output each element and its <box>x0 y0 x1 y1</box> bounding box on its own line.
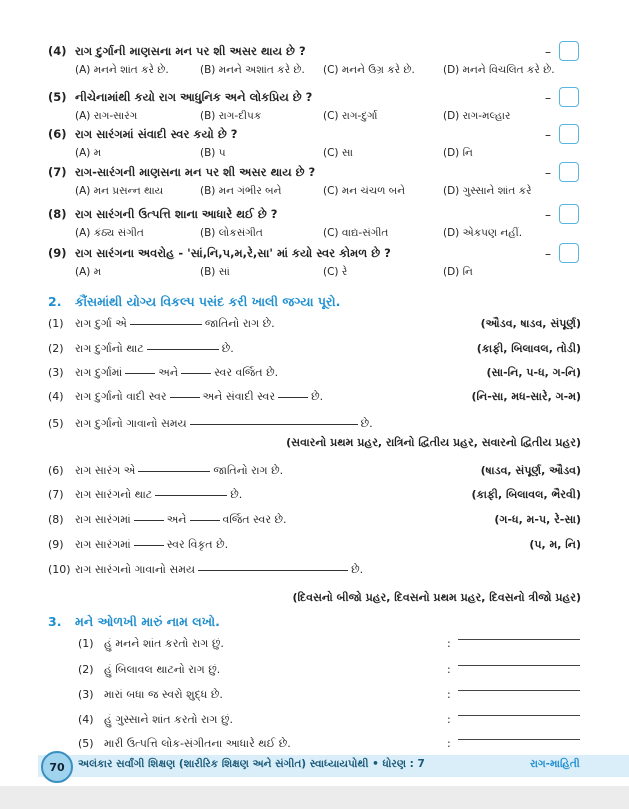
fill-sentence <box>75 538 228 552</box>
answer-line[interactable] <box>458 715 580 716</box>
answer-box[interactable] <box>559 124 579 144</box>
fill-sentence <box>75 390 323 404</box>
item-text: હું ગુસ્સાને શાંત કરતો રાગ છું. <box>104 713 233 726</box>
option-d[interactable]: (D) નિ <box>443 266 473 278</box>
fill-item-number: (6) <box>48 464 64 477</box>
question-text: નીચેનામાંથી કયો રાગ આધુનિક અને લોકપ્રિય છે ? <box>75 90 313 104</box>
item-number: (3) <box>78 688 94 701</box>
answer-line[interactable] <box>458 665 580 666</box>
fill-item-number: (9) <box>48 538 64 551</box>
sentence-part: રાગ દુર્ગામાં <box>75 366 123 379</box>
choice-list: (સા-નિ, પ-ધ, ગ-નિ) <box>486 366 581 379</box>
option-c[interactable]: (C) રે <box>323 266 348 278</box>
fill-item-number: (2) <box>48 342 64 355</box>
footer-chapter: રાગ-માહિતી <box>530 758 580 770</box>
sentence-part: રાગ દુર્ગાનો વાદી સ્વર <box>75 390 167 403</box>
item-text: હું મનને શાંત કરતો રાગ છું. <box>104 637 224 650</box>
question-number: (5) <box>48 90 67 104</box>
sentence-part: જાતિનો રાગ છે. <box>204 317 275 330</box>
choice-list: (સવારનો પ્રથમ પ્રહર, રાત્રિનો દ્વિતીય પ્રહર, સવારનો દ્વિતીય પ્રહર) <box>286 436 581 449</box>
answer-box[interactable] <box>559 87 579 107</box>
choice-list: (દિવસનો બીજો પ્રહર, દિવસનો પ્રથમ પ્રહર, દિવસનો ત્રીજો પ્રહર) <box>292 591 581 604</box>
choice-list: (કાફી, બિલાવલ, તોડી) <box>476 342 581 355</box>
fill-blank[interactable] <box>278 396 308 398</box>
fill-item-number: (4) <box>48 390 64 403</box>
answer-line[interactable] <box>458 690 580 691</box>
section-title: કૌંસમાંથી યોગ્ય વિકલ્પ પસંદ કરી ખાલી જગ્યા પૂરો. <box>75 294 341 309</box>
option-a[interactable]: (A) મ <box>75 266 102 278</box>
option-b[interactable]: (B) મન ગંભીર બને <box>200 185 282 197</box>
section-number: 2. <box>48 294 62 309</box>
fill-item-number: (5) <box>48 417 64 430</box>
item-colon: : <box>447 663 451 676</box>
sentence-part: છે. <box>311 390 324 403</box>
item-colon: : <box>447 713 451 726</box>
answer-dash: – <box>545 208 551 222</box>
answer-box[interactable] <box>559 243 579 263</box>
fill-blank[interactable] <box>134 519 164 521</box>
answer-box[interactable] <box>559 41 579 61</box>
sentence-part: રાગ સારંગનો ગાવાનો સમય <box>75 563 196 576</box>
fill-blank[interactable] <box>130 323 202 325</box>
section-number: 3. <box>48 614 62 629</box>
fill-sentence <box>75 563 363 577</box>
option-d[interactable]: (D) ગુસ્સાને શાંત કરે <box>443 185 532 197</box>
option-b[interactable]: (B) રાગ-દીપક <box>200 110 262 122</box>
option-a[interactable]: (A) રાગ-સારંગ <box>75 110 138 122</box>
option-b[interactable]: (B) લોકસંગીત <box>200 227 263 239</box>
item-text: મારાં બધા જ સ્વરો શુદ્ધ છે. <box>104 688 223 701</box>
sentence-part: સ્વર વર્જિત છે. <box>214 366 279 379</box>
sentence-part: અને સંવાદી સ્વર <box>202 390 276 403</box>
item-colon: : <box>447 688 451 701</box>
question-number: (9) <box>48 246 67 260</box>
item-text: મારી ઉત્પત્તિ લોક-સંગીતના આધારે થઈ છે. <box>104 737 291 750</box>
fill-blank[interactable] <box>147 348 219 350</box>
sentence-part: છે. <box>360 417 373 430</box>
choice-list: (ષાડવ, સંપૂર્ણ, ઔડવ) <box>480 464 581 477</box>
fill-blank[interactable] <box>134 544 164 546</box>
option-a[interactable]: (A) કંઠ્ય સંગીત <box>75 227 144 239</box>
answer-box[interactable] <box>559 204 579 224</box>
item-number: (5) <box>78 737 94 750</box>
choice-list: (પ, મ, નિ) <box>529 538 581 551</box>
answer-dash: – <box>545 247 551 261</box>
fill-sentence <box>75 417 373 431</box>
item-number: (4) <box>78 713 94 726</box>
answer-line[interactable] <box>458 739 580 740</box>
option-c[interactable]: (C) રાગ-દુર્ગા <box>323 110 378 122</box>
option-b[interactable]: (B) મનને અશાંત કરે છે. <box>200 64 305 76</box>
fill-item-number: (1) <box>48 317 64 330</box>
option-a[interactable]: (A) મનને શાંત કરે છે. <box>75 64 169 76</box>
fill-blank[interactable] <box>138 470 210 472</box>
answer-dash: – <box>545 91 551 105</box>
option-d[interactable]: (D) એકપણ નહીં. <box>443 227 523 239</box>
option-a[interactable]: (A) મન પ્રસન્ન થાય <box>75 185 164 197</box>
section-title: મને ઓળખી મારું નામ લખો. <box>75 614 220 629</box>
sentence-part: છે. <box>230 488 243 501</box>
page-number: 70 <box>41 751 73 783</box>
answer-dash: – <box>545 45 551 59</box>
fill-item-number: (7) <box>48 488 64 501</box>
answer-dash: – <box>545 166 551 180</box>
option-c[interactable]: (C) મનને ઉગ્ર કરે છે. <box>323 64 415 76</box>
answer-dash: – <box>545 128 551 142</box>
sentence-part: અને <box>166 513 187 526</box>
sentence-part: છે. <box>351 563 364 576</box>
sentence-part: રાગ દુર્ગાનો ગાવાનો સમય <box>75 417 187 430</box>
option-b[interactable]: (B) સાં <box>200 266 230 278</box>
option-c[interactable]: (C) સા <box>323 147 353 159</box>
sentence-part: અને <box>158 366 179 379</box>
question-text: રાગ સારંગમાં સંવાદી સ્વર કયો છે ? <box>75 127 238 141</box>
fill-item-number: (10) <box>48 563 71 576</box>
fill-item-number: (8) <box>48 513 64 526</box>
fill-blank[interactable] <box>155 494 227 496</box>
fill-blank[interactable] <box>181 372 211 374</box>
footer-title: અલંકાર સર્વાંગી શિક્ષણ (શારીરિક શિક્ષણ અને સંગીત) સ્વાધ્યાયપોથી • ધોરણ : 7 <box>78 758 425 770</box>
page-bottom-margin <box>0 786 629 809</box>
question-number: (7) <box>48 165 67 179</box>
choice-list: (ગ-ધ, મ-પ, રે-સા) <box>494 513 581 526</box>
fill-blank[interactable] <box>125 372 155 374</box>
option-a[interactable]: (A) મ <box>75 147 102 159</box>
item-number: (2) <box>78 663 94 676</box>
item-number: (1) <box>78 637 94 650</box>
item-colon: : <box>447 637 451 650</box>
fill-blank[interactable] <box>190 519 220 521</box>
sentence-part: રાગ સારંગનો થાટ <box>75 488 153 501</box>
sentence-part: રાગ દુર્ગાનો થાટ <box>75 342 144 355</box>
choice-list: (કાફી, બિલાવલ, ભૈરવી) <box>471 488 581 501</box>
fill-item-number: (3) <box>48 366 64 379</box>
sentence-part: જાતિનો રાગ છે. <box>213 464 284 477</box>
fill-sentence <box>75 488 242 502</box>
option-d[interactable]: (D) નિ <box>443 147 473 159</box>
sentence-part: રાગ સારંગમાં <box>75 513 131 526</box>
item-text: હું બિલાવલ થાટનો રાગ છું. <box>104 663 221 676</box>
sentence-part: સ્વર વિકૃત છે. <box>166 538 229 551</box>
fill-blank[interactable] <box>198 569 348 571</box>
sentence-part: રાગ સારંગમાં <box>75 538 131 551</box>
question-text: રાગ દુર્ગાની માણસના મન પર શી અસર થાય છે ? <box>75 44 306 58</box>
item-colon: : <box>447 737 451 750</box>
question-number: (8) <box>48 207 67 221</box>
choice-list: (ઔડવ, ષાડવ, સંપૂર્ણ) <box>480 317 581 330</box>
question-text: રાગ સારંગના અવરોહ - 'સાં,નિ,પ,મ,રે,સા' માં કયો સ્વર કોમળ છે ? <box>75 246 391 260</box>
question-text: રાગ સારંગની ઉત્પત્તિ શાના આધારે થઈ છે ? <box>75 207 278 221</box>
fill-sentence <box>75 464 283 478</box>
fill-sentence <box>75 342 234 356</box>
fill-blank[interactable] <box>190 423 358 425</box>
fill-blank[interactable] <box>170 396 200 398</box>
fill-sentence <box>75 317 275 331</box>
question-number: (4) <box>48 44 67 58</box>
sentence-part: રાગ દુર્ગા એ <box>75 317 127 330</box>
sentence-part: છે. <box>221 342 234 355</box>
option-d[interactable]: (D) રાગ-મલ્હાર <box>443 110 511 122</box>
sentence-part: રાગ સારંગ એ <box>75 464 136 477</box>
option-d[interactable]: (D) મનને વિચલિત કરે છે. <box>443 64 555 76</box>
option-c[interactable]: (C) વાદ્ય-સંગીત <box>323 227 389 239</box>
sentence-part: વર્જિત સ્વર છે. <box>222 513 287 526</box>
option-b[interactable]: (B) પ <box>200 147 226 159</box>
answer-box[interactable] <box>559 162 579 182</box>
answer-line[interactable] <box>458 639 580 640</box>
question-number: (6) <box>48 127 67 141</box>
choice-list: (નિ-સા, મધ-સારે, ગ-મ) <box>471 390 581 403</box>
fill-sentence <box>75 366 278 380</box>
question-text: રાગ-સારંગની માણસના મન પર શી અસર થાય છે ? <box>75 165 316 179</box>
option-c[interactable]: (C) મન ચંચળ બને <box>323 185 406 197</box>
fill-sentence <box>75 513 287 527</box>
